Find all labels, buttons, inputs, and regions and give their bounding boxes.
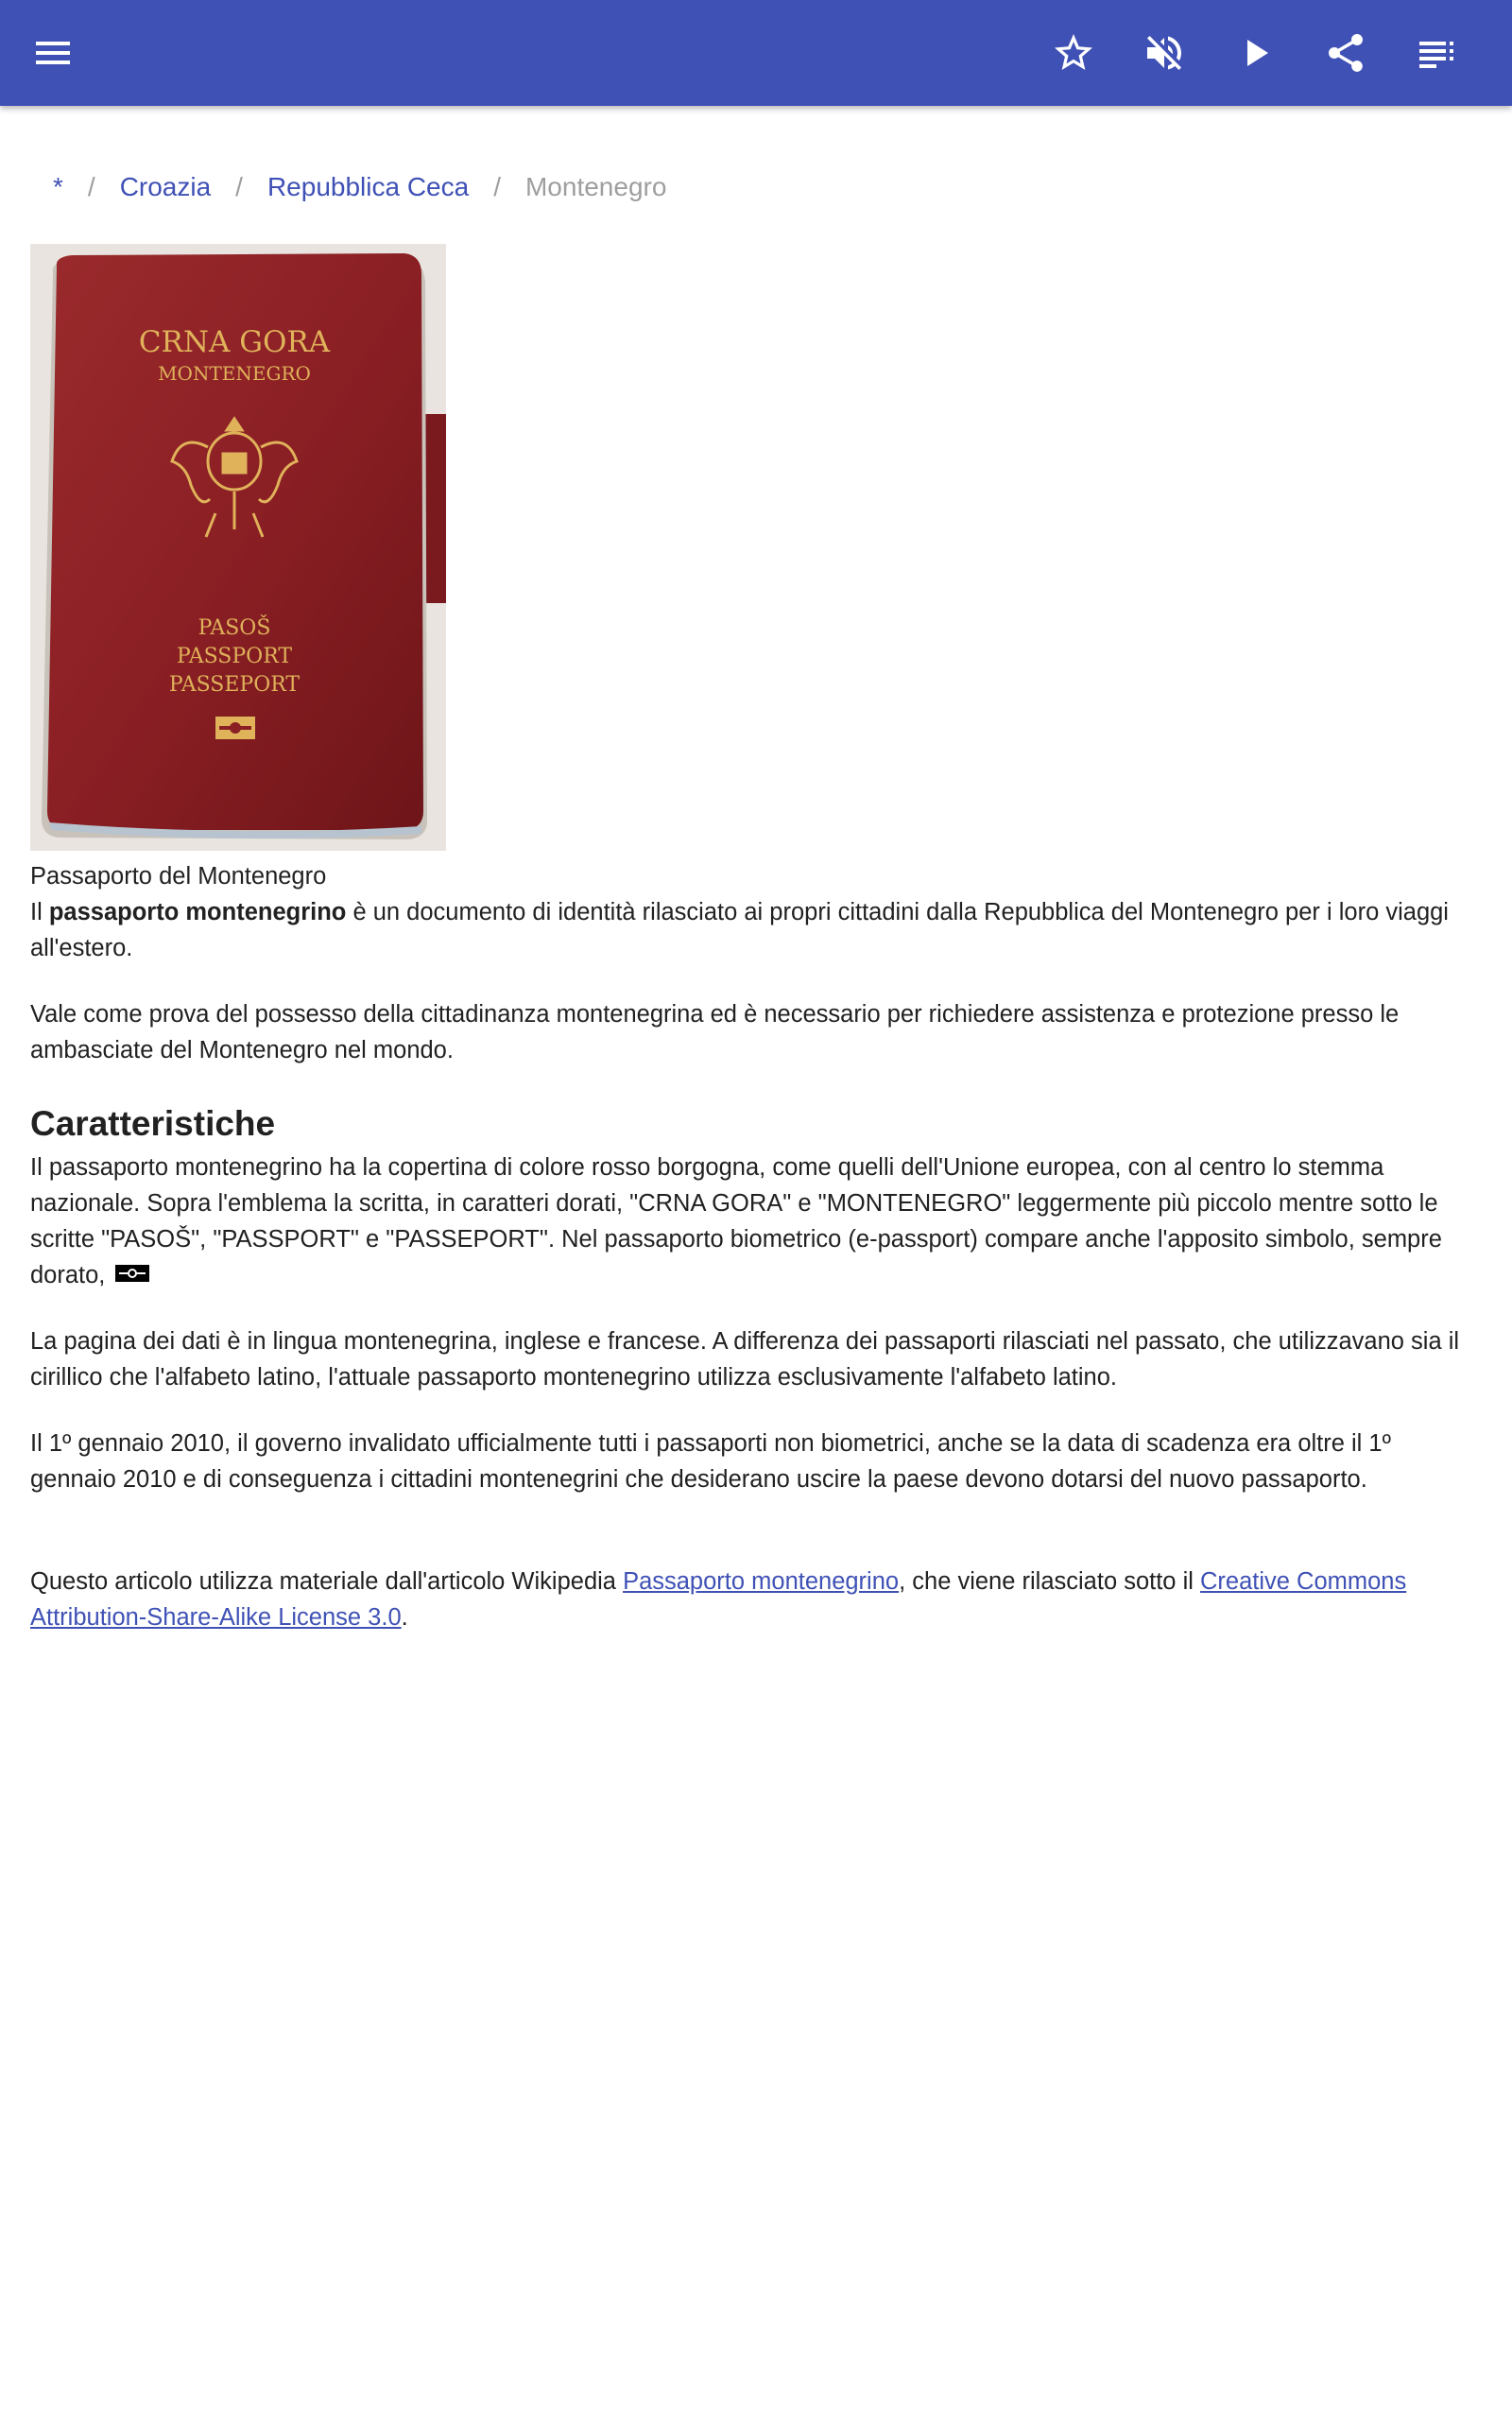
cover-text-crna-gora: CRNA GORA [138,325,331,359]
epassport-symbol-icon [115,1265,149,1282]
breadcrumb-separator: / [87,172,95,201]
paragraph-cover: Il passaporto montenegrino ha la copertina di colore rosso borgogna, come quelli dell'Unione europea, con al centro lo stemma nazionale. Sopra l'emblema la scritta, in caratteri dorati, "CRNA GORA" e "MONTENEGRO" leggermente più piccolo mentre sotto le scritte "PASOŠ", "PASSPORT" e "PASSEPORT". Nel passaporto biometrico (e-passport) compare anche l'apposito simbolo, sempre dorato, [30,1154,1442,1288]
paragraph-citizenship: Vale come prova del possesso della cittadinanza montenegrina ed è necessario per richiedere assistenza e protezione presso le ambasciate del Montenegro nel mondo. [30,1001,1400,1063]
biometric-chip-icon [215,717,255,739]
cover-text-montenegro: MONTENEGRO [158,362,311,385]
breadcrumb [30,164,666,210]
play-icon[interactable] [1225,23,1285,83]
passport-image [30,244,446,851]
cover-text-pasos: PASOŠ [198,616,271,640]
playlist-icon[interactable] [1406,23,1467,83]
breadcrumb-separator: / [235,172,243,201]
attribution: Questo articolo utilizza materiale dall'articolo Wikipedia Passaporto montenegrino, che viene rilasciato sotto il Creative Commons Attribution-Share-Alike License 3.0. [30,1568,1407,1631]
breadcrumb-current: Montenegro [524,172,667,201]
app-bar [0,0,1512,106]
breadcrumb-item-repubblica-ceca[interactable]: Repubblica Ceca [266,172,470,201]
breadcrumb-separator: / [493,172,501,201]
paragraph-biometric: Il 1º gennaio 2010, il governo invalidato ufficialmente tutti i passaporti non biometrici, anche se la data di scadenza era oltre il 1º gennaio 2010 e di conseguenza i cittadini montenegrini che desiderano uscire la paese devono dotarsi del nuovo passaporto. [30,1430,1391,1493]
volume-off-icon[interactable] [1134,23,1194,83]
paragraph-data-page: La pagina dei dati è in lingua montenegrina, inglese e francese. A differenza dei passaporti rilasciati nel passato, che utilizzavano sia il cirillico che l'alfabeto latino, l'attuale passaporto montenegrino utilizza esclusivamente l'alfabeto latino. [30,1328,1460,1391]
article-content [30,858,1482,1666]
star-outline-icon[interactable] [1043,23,1104,83]
wikipedia-article-link[interactable]: Passaporto montenegrino [623,1568,900,1595]
breadcrumb-item-croazia[interactable]: Croazia [119,172,212,201]
paragraph-intro: Il passaporto montenegrino è un documento di identità rilasciato ai propri cittadini dalla Repubblica del Montenegro per i loro viaggi all'estero. [30,899,1449,961]
share-icon[interactable] [1315,23,1376,83]
bold-term: passaporto montenegrino [48,899,347,925]
menu-icon[interactable] [23,23,83,83]
cover-text-passeport: PASSEPORT [168,673,301,697]
breadcrumb-item-root[interactable]: * [53,172,63,201]
license-link[interactable]: Creative Commons Attribution-Share-Alike License 3.0 [30,1568,1407,1631]
section-heading: Caratteristiche [30,1104,276,1143]
image-caption: Passaporto del Montenegro [30,863,327,890]
cover-text-passport: PASSPORT [176,645,293,668]
